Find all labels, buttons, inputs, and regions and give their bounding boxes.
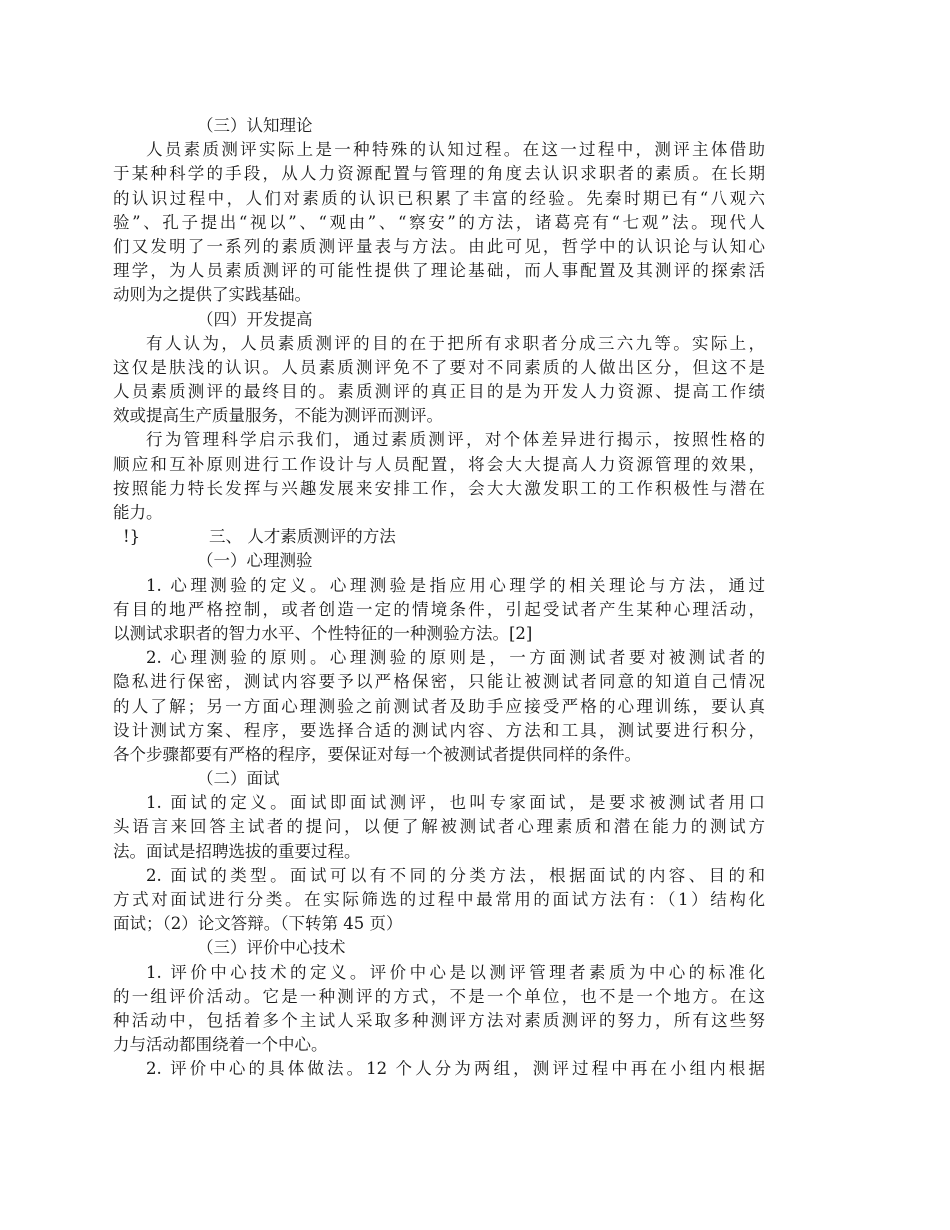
paragraph-line: 这仅是肤浅的认识。人员素质测评免不了要对不同素质的人做出区分，但这不是: [113, 357, 765, 377]
paragraph-line: 面试；（2）论文答辩。（下转第 45 页）: [113, 914, 403, 934]
paragraph-line: 顺应和互补原则进行工作设计与人员配置，将会大大提高人力资源管理的效果，: [113, 454, 765, 474]
subheading-cognitive-theory: （三）认知理论: [197, 116, 313, 135]
paragraph-line: 各个步骤都要有严格的程序，要保证对每一个被测试者提供同样的条件。: [113, 744, 641, 764]
section-title: 三、 人才素质测评的方法: [209, 527, 396, 547]
paragraph-line: 1. 面试的定义。面试即面试测评，也叫专家面试，是要求被测试者用口: [146, 793, 765, 813]
paragraph-line: 效或提高生产质量服务，不能为测评而测评。: [113, 406, 443, 426]
paragraph-line: 的一组评价活动。它是一种测评的方式，不是一个单位，也不是一个地方。在这: [113, 986, 765, 1006]
paragraph-line: 头语言来回答主试者的提问，以便了解被测试者心理素质和潜在能力的测试方: [113, 817, 765, 837]
paragraph-line: 验”、孔子提出“视以”、“观由”、“察安”的方法，诸葛亮有“七观”法。现代人: [113, 212, 765, 232]
paragraph-line: 动则为之提供了实践基础。: [113, 285, 311, 305]
paragraph-line: 们又发明了一系列的素质测评量表与方法。由此可见，哲学中的认识论与认知心: [113, 236, 765, 256]
paragraph-line: 人员素质测评的最终目的。素质测评的真正目的是为开发人力资源、提高工作绩: [113, 382, 765, 402]
paragraph-line: 理学，为人员素质测评的可能性提供了理论基础，而人事配置及其测评的探索活: [113, 261, 765, 281]
paragraph-line: 以测试求职者的智力水平、个性特征的一种测验方法。[2]: [113, 623, 533, 643]
paragraph-line: 行为管理科学启示我们，通过素质测评，对个体差异进行揭示，按照性格的: [146, 430, 765, 450]
paragraph-line: 力与活动都围绕着一个中心。: [113, 1035, 328, 1055]
subheading-assessment-center: （三）评价中心技术: [197, 938, 346, 958]
paragraph-line: 的人了解；另一方面心理测验之前测试者及助手应接受严格的心理训练，要认真: [113, 696, 765, 716]
paragraph-line: 人员素质测评实际上是一种特殊的认知过程。在这一过程中，测评主体借助: [146, 140, 765, 160]
paragraph-line: 于某种科学的手段，从人力资源配置与管理的角度去认识求职者的素质。在长期: [113, 164, 765, 184]
subheading-psych-test: （一）心理测验: [197, 551, 313, 571]
paragraph-line: 有目的地严格控制，或者创造一定的情境条件，引起受试者产生某种心理活动，: [113, 599, 765, 619]
subheading-interview: （二）面试: [197, 769, 280, 789]
subheading-development: （四）开发提高: [197, 309, 313, 329]
section-marker: !}: [123, 527, 141, 547]
paragraph-line: 隐私进行保密，测试内容要予以严格保密，只能让被测试者同意的知道自己情况: [113, 672, 765, 692]
paragraph-line: 法。面试是招聘选拔的重要过程。: [113, 841, 361, 861]
section-heading-methods: [113, 525, 765, 549]
paragraph-line: 方式对面试进行分类。在实际筛选的过程中最常用的面试方法有：（1）结构化: [113, 890, 765, 909]
document-body: [113, 114, 765, 1082]
paragraph-line: 种活动中，包括着多个主试人采取多种测评方法对素质测评的努力，所有这些努: [113, 1010, 765, 1030]
paragraph-line: 2. 面试的类型。面试可以有不同的分类方法，根据面试的内容、目的和: [146, 865, 765, 885]
paragraph-line: 有人认为，人员素质测评的目的在于把所有求职者分成三六九等。实际上，: [146, 333, 765, 353]
paragraph-line: 1. 评价中心技术的定义。评价中心是以测评管理者素质为中心的标准化: [146, 962, 765, 982]
paragraph-line: 设计测试方案、程序，要选择合适的测试内容、方法和工具，测试要进行积分，: [113, 720, 765, 740]
paragraph-line: 按照能力特长发挥与兴趣发展来安排工作，会大大激发职工的工作积极性与潜在: [113, 478, 765, 498]
paragraph-line: 2. 评价中心的具体做法。12 个人分为两组，测评过程中再在小组内根据: [146, 1059, 765, 1079]
paragraph-line: 能力。: [113, 503, 163, 522]
paragraph-line: 1. 心理测验的定义。心理测验是指应用心理学的相关理论与方法，通过: [146, 575, 765, 595]
paragraph-line: 的认识过程中，人们对素质的认识已积累了丰富的经验。先秦时期已有“八观六: [113, 188, 765, 208]
paragraph-line: 2. 心理测验的原则。心理测验的原则是，一方面测试者要对被测试者的: [146, 648, 765, 668]
